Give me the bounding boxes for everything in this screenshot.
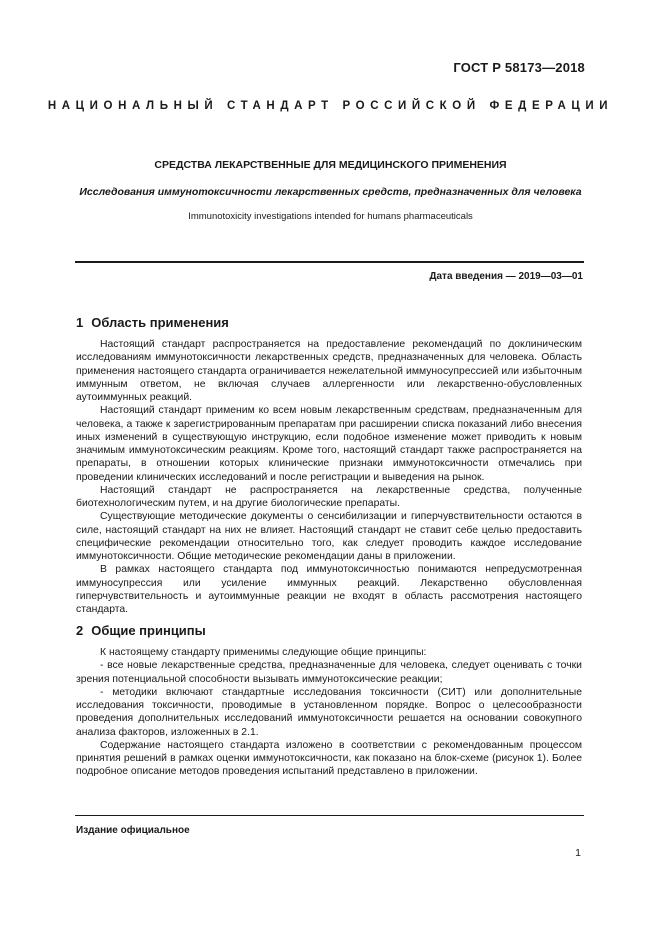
paragraph: - методики включают стандартные исследования токсичности (СИТ) или дополнительные исследования токсичности, проводимые в установленном порядке. Вопрос о целесообразности проведения дополнительных исследований иммунотоксичности решается на основании совокупного анализа факторов, изложенных в 2.1. — [76, 686, 582, 738]
title-divider — [75, 261, 584, 263]
paragraph: Настоящий стандарт распространяется на предоставление рекомендаций по доклиническим исследованиям иммунотоксичности лекарственных средств, предназначенных для человека. Область применения настоящего стандарта ограничивается нежелательной иммуносупрессией или избыточным иммунным ответом, не включая случаев аллергенности или лекарственно-обусловленных аутоиммунных реакций. — [76, 339, 582, 403]
section-title: Область применения — [91, 315, 229, 330]
paragraph: - все новые лекарственные средства, предназначенные для человека, следует оценивать с точки зрения потенциальной способности вызывать иммунотоксические реакции; — [76, 660, 582, 685]
section-title: Общие принципы — [91, 623, 206, 638]
edition-label: Издание официальное — [76, 825, 190, 836]
paragraph: Существующие методические документы о сенсибилизации и гиперчувствительности остаются в силе, настоящий стандарт на них не влияет. Настоящий стандарт не ставит себе целью предоставить специфические рекомендации относительно того, как следует проводить каждое исследование иммунотоксичности. Общие методические рекомендации даны в приложении. — [76, 511, 582, 562]
effective-date: Дата введения — 2019—03—01 — [429, 271, 583, 282]
section-heading — [76, 623, 206, 638]
page-number: 1 — [575, 847, 581, 859]
section-body — [76, 646, 582, 779]
paragraph: Настоящий стандарт не распространяется на лекарственные средства, полученные биотехнологическим путем, и на другие биологические препараты. — [76, 484, 582, 509]
section-number: 2 — [76, 623, 84, 638]
national-standard-title: НАЦИОНАЛЬНЫЙ СТАНДАРТ РОССИЙСКОЙ ФЕДЕРАЦИИ — [47, 100, 614, 112]
footer-divider — [75, 815, 584, 816]
section-number: 1 — [76, 315, 84, 330]
paragraph: Содержание настоящего стандарта изложено в соответствии с рекомендованным процессом принятия решений в рамках оценки иммунотоксичности, как показано на блок-схеме (рисунок 1). Более подробное описание методов проведения испытаний представлено в приложении. — [76, 739, 582, 778]
document-number: ГОСТ Р 58173—2018 — [453, 60, 585, 75]
standard-subtitle: Исследования иммунотоксичности лекарственных средств, предназначенных для человека — [79, 186, 582, 198]
section-heading — [76, 315, 229, 330]
paragraph: В рамках настоящего стандарта под иммунотоксичностью понимаются непредусмотренная иммуносупрессия или усиление иммунных реакций. Лекарственно обусловленная гиперчувствительность и аутоиммунные реакции не входят в область рассмотрения настоящего стандарта. — [76, 564, 582, 615]
paragraph: К настоящему стандарту применимы следующие общие принципы: — [100, 647, 427, 658]
section-body — [76, 338, 582, 616]
standard-main-title: СРЕДСТВА ЛЕКАРСТВЕННЫЕ ДЛЯ МЕДИЦИНСКОГО ПРИМЕНЕНИЯ — [154, 159, 507, 171]
paragraph: Настоящий стандарт применим ко всем новым лекарственным средствам, предназначенным для человека, а также к зарегистрированным препаратам при расширении списка показаний либо внесения иных изменений в существующую инструкцию, если подобное изменение может приводить к новым значимым иммунотоксическим реакциям. Кроме того, настоящий стандарт также распространяется на препараты, в отношении которых клинические признаки иммунотоксичности отмечались при проведении клинических исследований и после регистрации и выведения на рынок. — [76, 405, 582, 483]
english-title: Immunotoxicity investigations intended for humans pharmaceuticals — [188, 211, 473, 222]
